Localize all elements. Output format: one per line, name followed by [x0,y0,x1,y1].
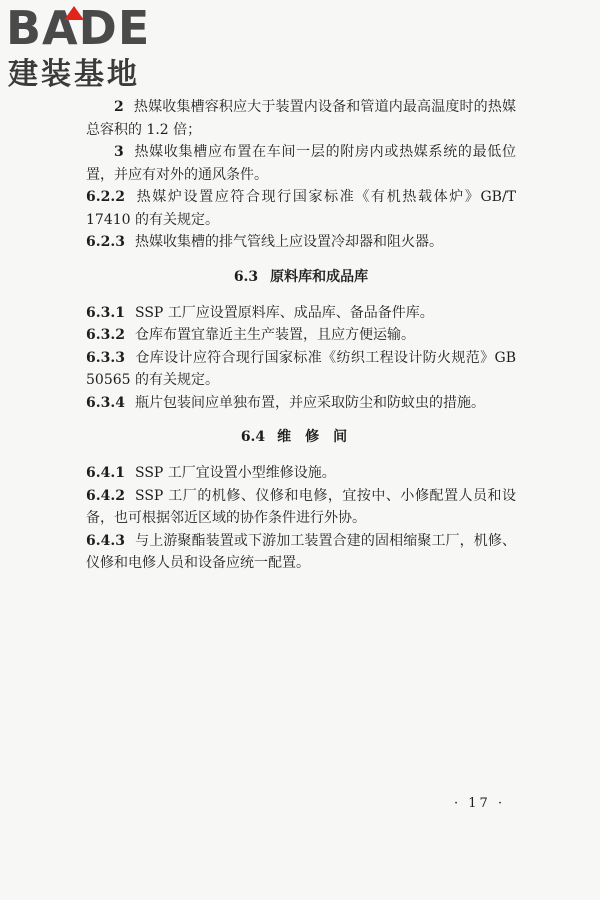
clause-item: 6.4.1 SSP 工厂宜设置小型维修设施。 [86,465,336,481]
clause-item: 6.2.2 热媒炉设置应符合现行国家标准《有机热载体炉》GB/T 17410 的有关规定。 [86,189,516,228]
page-number: · 17 · [454,796,506,811]
logo-wordmark: BADE [6,1,151,55]
clause-item: 6.3.3 仓库设计应符合现行国家标准《纺织工程设计防火规范》GB 50565 的有关规定。 [86,349,516,388]
clause-item: 6.2.3 热媒收集槽的排气管线上应设置冷却器和阻火器。 [86,234,443,250]
logo [6,1,176,96]
clause-item: 6.3.2 仓库布置宜靠近主生产装置，且应方便运输。 [86,327,415,343]
clause-item: 6.3.1 SSP 工厂应设置原料库、成品库、备品备件库。 [86,304,434,321]
clause-item: 3 热媒收集槽应布置在车间一层的附房内或热媒系统的最低位置，并应有对外的通风条件。 [86,144,516,183]
clause-item: 2 热媒收集槽容积应大于装置内设备和管道内最高温度时的热媒总容积的 1.2 倍； [86,99,516,138]
clause-item: 6.3.4 瓶片包装间应单独布置，并应采取防尘和防蚊虫的措施。 [86,394,485,411]
logo-accent-triangle [64,6,84,20]
clause-item: 6.4.2 SSP 工厂的机修、仪修和电修，宜按中、小修配置人员和设备，也可根据邻近区域的协作条件进行外协。 [86,487,516,526]
logo-subtitle: 建装基地 [8,57,140,92]
clause-item: 6.4.3 与上游聚酯装置或下游加工装置合建的固相缩聚工厂，机修、仪修和电修人员和设备应统一配置。 [86,532,516,571]
section-heading-6-4: 6.4 维修间 [240,429,362,445]
document-body [86,96,516,575]
section-heading-6-3: 6.3 原料库和成品库 [233,268,369,285]
